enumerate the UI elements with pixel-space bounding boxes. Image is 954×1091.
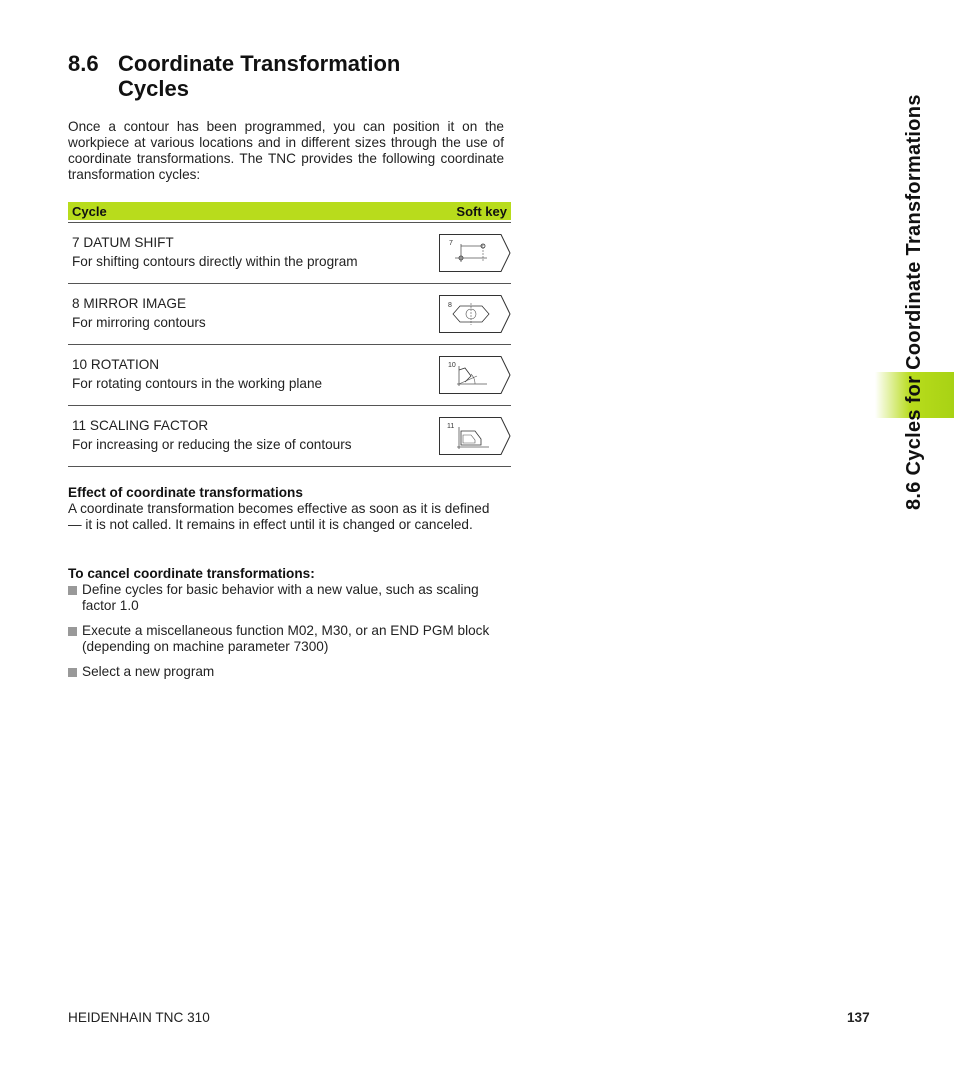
- cycle-table: [68, 202, 511, 467]
- list-item: [68, 582, 513, 614]
- sidebar-running-title: 8.6 Cycles for Coordinate Transformations: [903, 94, 925, 510]
- softkey-label: 7: [449, 240, 453, 247]
- table-row: [68, 406, 511, 467]
- section-heading: [68, 51, 400, 101]
- cancel-heading: To cancel coordinate transformations:: [68, 566, 315, 581]
- section-title-line1: Coordinate Transformation: [118, 51, 401, 76]
- table-row: [68, 345, 511, 406]
- rotation-softkey-icon[interactable]: [439, 356, 511, 394]
- list-item: [68, 623, 513, 655]
- softkey-label: 10: [448, 362, 456, 369]
- section-number: 8.6: [68, 51, 99, 76]
- column-header-softkey: Soft key: [456, 203, 507, 219]
- effect-heading: Effect of coordinate transformations: [68, 485, 303, 500]
- mirror-image-softkey-icon[interactable]: [439, 295, 511, 333]
- table-row: [68, 284, 511, 345]
- cycle-description: For increasing or reducing the size of contours: [72, 437, 352, 452]
- table-row: [68, 223, 511, 284]
- bullet-square-icon: [68, 668, 77, 677]
- softkey-label: 11: [447, 423, 455, 430]
- effect-paragraph: A coordinate transformation becomes effective as soon as it is defined — it is not called. It remains in effect until it is changed or canceled.: [68, 501, 490, 532]
- cycle-description: For mirroring contours: [72, 315, 206, 330]
- list-item-text: Execute a miscellaneous function M02, M30, or an END PGM block (depending on machine parameter 7300): [82, 623, 490, 654]
- column-header-cycle: Cycle: [72, 203, 107, 219]
- list-item: [68, 664, 513, 680]
- table-header: [68, 202, 511, 220]
- cycle-name: 10 ROTATION: [72, 357, 160, 372]
- bullet-square-icon: [68, 627, 77, 636]
- list-item-text: Select a new program: [82, 664, 215, 679]
- scaling-factor-softkey-icon[interactable]: [439, 417, 511, 455]
- cycle-description: For rotating contours in the working plane: [72, 376, 323, 391]
- footer-product: HEIDENHAIN TNC 310: [68, 1010, 210, 1025]
- datum-shift-softkey-icon[interactable]: [439, 234, 511, 272]
- cycle-name: 8 MIRROR IMAGE: [72, 296, 187, 311]
- cycle-name: 11 SCALING FACTOR: [72, 418, 209, 433]
- section-title-line2: Cycles: [118, 76, 189, 101]
- cycle-description: For shifting contours directly within the program: [72, 254, 358, 269]
- softkey-label: 8: [448, 302, 452, 309]
- page-number: 137: [847, 1010, 870, 1025]
- list-item-text: Define cycles for basic behavior with a new value, such as scaling factor 1.0: [82, 582, 479, 613]
- cycle-name: 7 DATUM SHIFT: [72, 235, 174, 250]
- bullet-square-icon: [68, 586, 77, 595]
- intro-paragraph: Once a contour has been programmed, you can position it on the workpiece at various locations and in different sizes through the use of coordinate transformations. The TNC provides the following coordinate transformation cycles:: [68, 119, 504, 182]
